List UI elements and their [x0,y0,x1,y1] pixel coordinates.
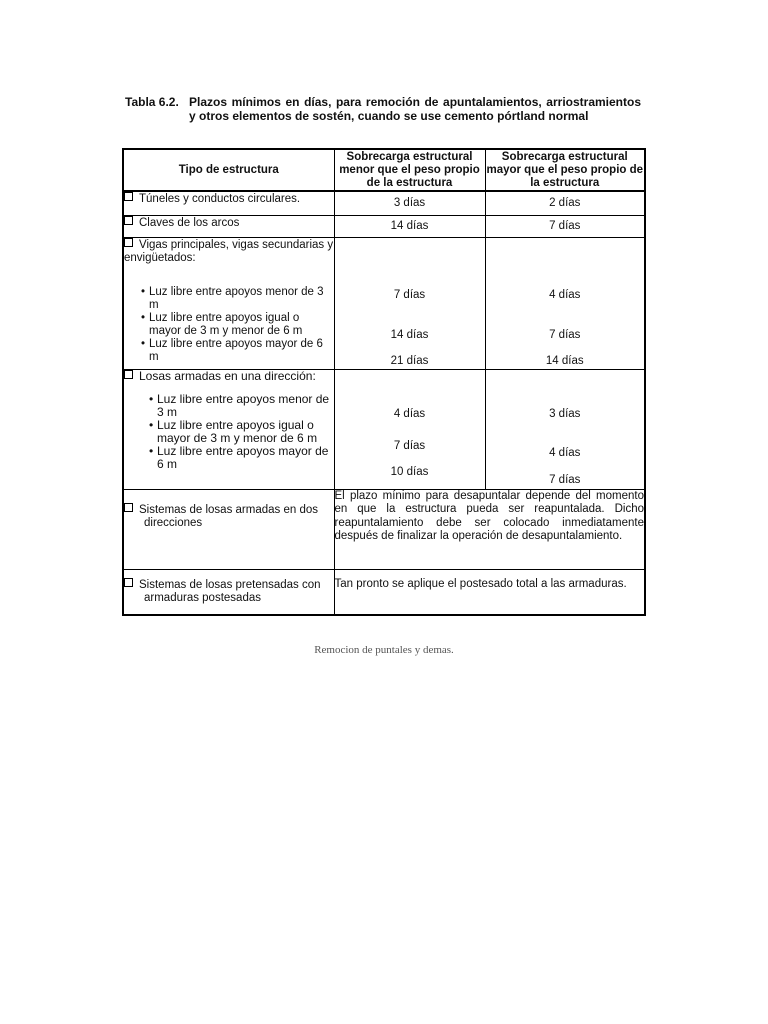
row-type-cell: Sistemas de losas pretensadas con armaduras postesadas [123,569,334,615]
row-type-cell: Túneles y conductos circulares. [123,191,334,215]
checkbox-square-icon [124,370,133,379]
table-row [123,489,645,569]
list-item: • Luz libre entre apoyos igual o mayor de 3 m y menor de 6 m [149,312,334,338]
value-cell: 7 días [485,215,645,237]
checkbox-square-icon [124,578,133,587]
table-row [123,569,645,615]
value-cell [485,237,645,369]
value-text: 21 días [390,354,429,367]
header-load-less: Sobrecarga estructural menor que el peso propio de la estructura [334,149,485,191]
table-row [123,215,645,237]
row-type-cell: Sistemas de losas armadas en dos direcciones [123,489,334,569]
value-text: 4 días [393,407,426,420]
list-item: • Luz libre entre apoyos menor de 3 m [157,393,334,419]
value-text: 4 días [549,288,581,301]
header-load-greater: Sobrecarga estructural mayor que el peso propio de la estructura [485,149,645,191]
list-item: • Luz libre entre apoyos igual o mayor de 3 m y menor de 6 m [157,419,334,445]
header-structure-type: Tipo de estructura [123,149,334,191]
checkbox-square-icon [124,192,133,201]
checkbox-square-icon [124,238,133,247]
image-caption: Remocion de puntales y demas. [314,644,454,656]
value-text: 7 días [549,328,581,341]
value-text: 3 días [549,407,581,420]
table-row [123,191,645,215]
value-text: 7 días [549,473,581,486]
checkbox-square-icon [124,503,133,512]
value-text: 4 días [549,446,581,459]
list-item: • Luz libre entre apoyos mayor de 6 m [149,338,334,364]
value-cell [485,369,645,489]
removal-times-table [122,148,646,616]
list-item: • Luz libre entre apoyos menor de 3 m [149,286,334,312]
table-row [123,369,645,489]
note-cell: Tan pronto se aplique el postesado total a las armaduras. [334,569,645,615]
row-type-cell: Claves de los arcos [123,215,334,237]
value-text: 7 días [393,439,426,452]
value-cell: 14 días [334,215,485,237]
list-item: • Luz libre entre apoyos mayor de 6 m [157,445,334,471]
value-cell [334,237,485,369]
table-title: Plazos mínimos en días, para remoción de apuntalamientos, arriostramientos y otros elementos de sostén, cuando se use cemento pórtland normal [189,95,641,123]
value-cell [334,369,485,489]
note-cell: El plazo mínimo para desapuntalar depende del momento en que la estructura pueda ser reapuntalada. Dicho reapuntalamiento debe ser colocado inmediatamente después de finalizar la operación de desapuntalamiento. [334,489,645,569]
value-cell: 3 días [334,191,485,215]
span-list [124,286,334,364]
value-text: 14 días [545,354,584,367]
value-text: 10 días [390,465,429,478]
checkbox-square-icon [124,216,133,225]
table-number: Tabla 6.2. [125,95,179,109]
table-header-row [123,149,645,191]
value-cell: 2 días [485,191,645,215]
table-row [123,237,645,369]
value-text: 14 días [390,328,429,341]
row-type-cell: Vigas principales, vigas secundarias y envigüetados: • Luz libre entre apoyos menor de 3 m • Luz libre entre apoyos igual o mayor de 3 m y menor de 6 m • Luz libre entre apoyos mayor de 6 m [123,237,334,369]
row-type-cell: Losas armadas en una dirección: • Luz libre entre apoyos menor de 3 m • Luz libre entre apoyos igual o mayor de 3 m y menor de 6 m • Luz libre entre apoyos mayor de 6 m [123,369,334,489]
value-text: 7 días [393,288,426,301]
span-list [124,393,334,471]
